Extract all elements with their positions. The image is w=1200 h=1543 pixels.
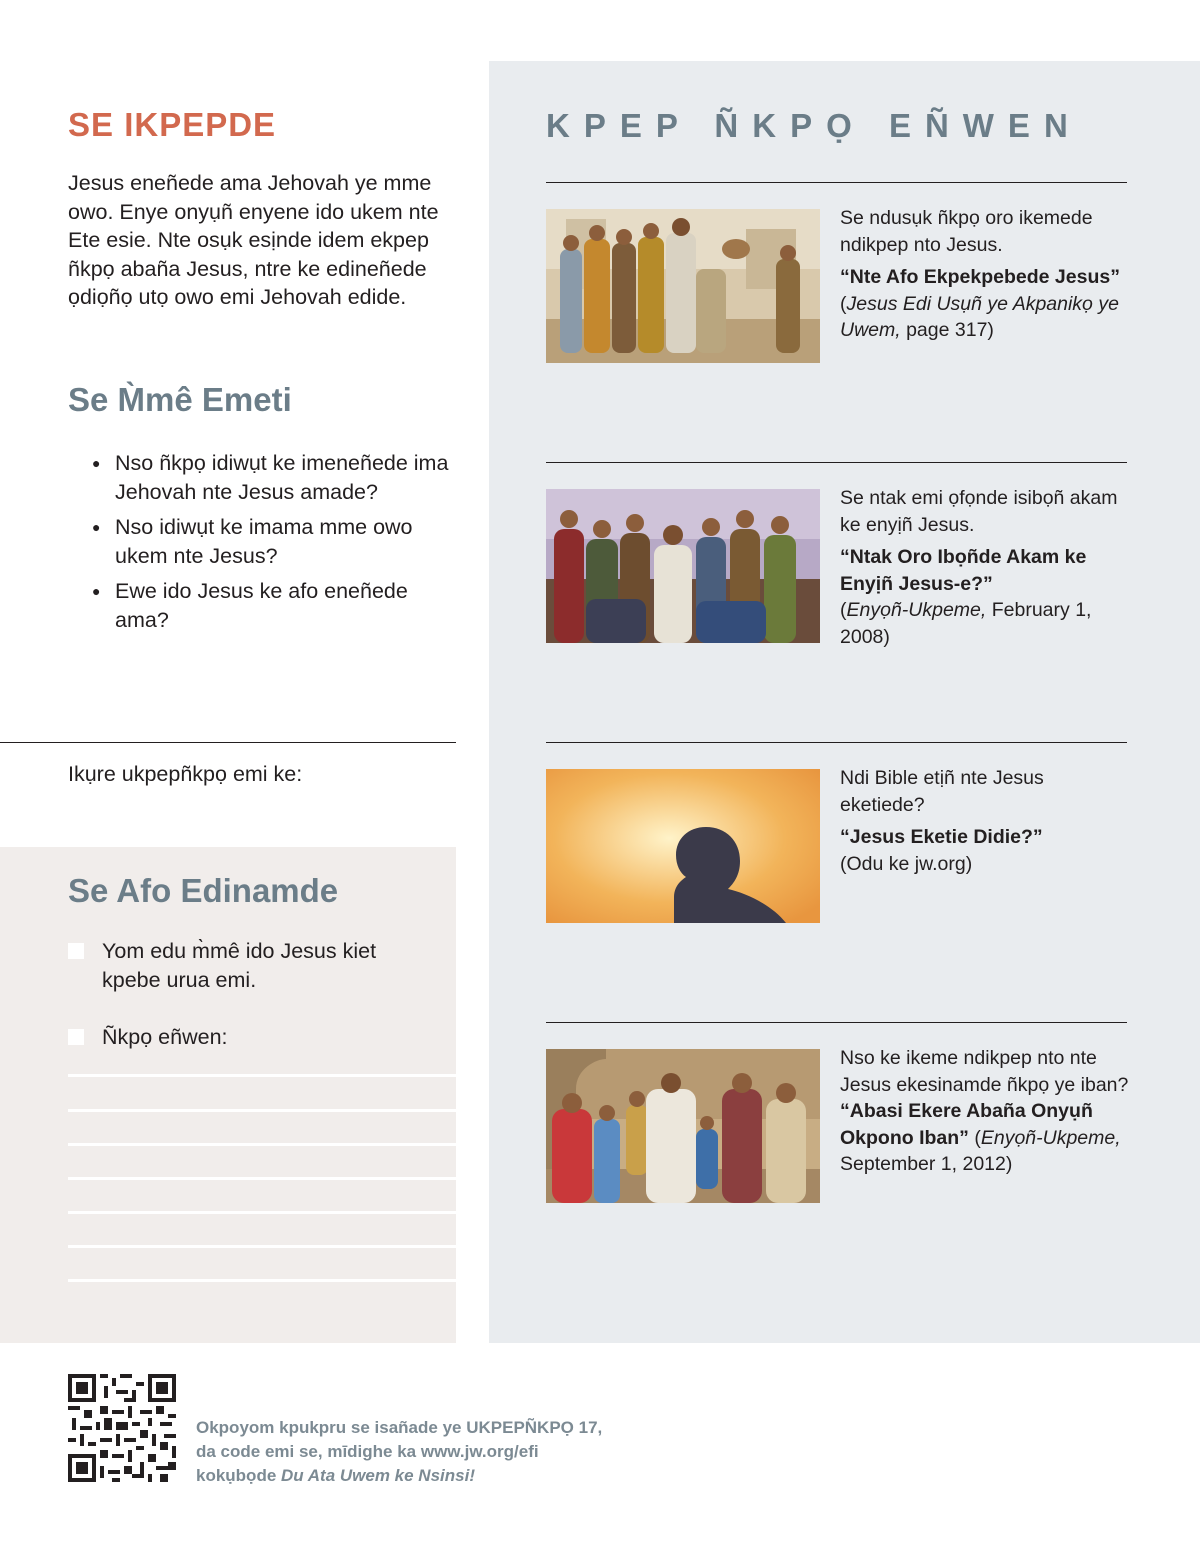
resource-image[interactable] bbox=[546, 769, 820, 923]
review-question: ● Nso idiwụt ke imama mme owo ukem nte Jesus? bbox=[90, 513, 450, 570]
jesus-teaching-disciples-illustration bbox=[546, 489, 820, 643]
resource-title[interactable]: “Ntak Oro Ibọñde Akam ke Enyịñ Jesus-e?” bbox=[840, 546, 1087, 595]
write-in-line[interactable] bbox=[68, 1245, 456, 1248]
qr-code-icon[interactable] bbox=[68, 1374, 176, 1482]
resource-image[interactable] bbox=[546, 489, 820, 643]
write-in-line[interactable] bbox=[68, 1211, 456, 1214]
goal-checkbox[interactable] bbox=[68, 943, 84, 959]
goal-checkbox[interactable] bbox=[68, 1029, 84, 1045]
review-question: ● Nso ñkpọ idiwụt ke imeneñede ima Jehovah nte Jesus amade? bbox=[90, 449, 450, 506]
resource-question: Nso ke ikeme ndikpep nto nte Jesus ekesinamde ñkpọ ye iban? bbox=[840, 1047, 1129, 1096]
resource-source: (Enyọñ-Ukpeme, February 1, 2008) bbox=[840, 599, 1092, 648]
footer-line: kokụbọde Du Ata Uwem ke Nsinsi! bbox=[196, 1466, 475, 1485]
goal-item bbox=[68, 937, 438, 994]
goal-item bbox=[68, 1023, 438, 1052]
resource-title[interactable]: “Jesus Eketie Didie?” bbox=[840, 826, 1043, 848]
resource-text bbox=[840, 205, 1130, 344]
resource-source: (Jesus Edi Usụñ ye Akpanikọ ye Uwem, page 317) bbox=[840, 292, 1119, 341]
divider bbox=[546, 182, 1127, 183]
resource-source: (Odu ke jw.org) bbox=[840, 852, 973, 875]
footer-note bbox=[196, 1416, 636, 1488]
write-in-line[interactable] bbox=[68, 1074, 456, 1077]
jesus-disciples-market-illustration bbox=[546, 209, 820, 363]
more-resources-heading: KPEP ÑKPỌ EÑWEN bbox=[546, 107, 1082, 144]
resource-title[interactable]: “Nte Afo Ekpekpebede Jesus” bbox=[840, 266, 1120, 288]
resource-image[interactable] bbox=[546, 209, 820, 363]
goals-heading: Se Afo Edinamde bbox=[68, 872, 339, 909]
book-title: Du Ata Uwem ke Nsinsi! bbox=[281, 1466, 475, 1485]
divider bbox=[546, 1022, 1127, 1023]
completion-date-label: Ikụre ukpepñkpọ emi ke: bbox=[68, 762, 303, 786]
resource-image[interactable] bbox=[546, 1049, 820, 1203]
resource-question: Se ntak emi ọfọnde isibọñ akam ke enyịñ Jesus. bbox=[840, 487, 1118, 536]
summary-heading: SE IKPEPDE bbox=[68, 106, 277, 143]
resource-text bbox=[840, 1045, 1130, 1178]
divider bbox=[0, 742, 456, 743]
resource-question: Ndi Bible etịñ nte Jesus eketiede? bbox=[840, 767, 1044, 816]
left-column bbox=[0, 0, 456, 1343]
summary-text: Jesus eneñede ama Jehovah ye mme owo. Enye onyụñ enyene ido ukem nte Ete esie. Nte osụk esịnde idem ekpep ñkpọ abaña Jesus, ntre ke edineñede ọdiọñọ utọ owo emi Jehovah edide. bbox=[68, 171, 439, 309]
resource-text bbox=[840, 765, 1130, 877]
review-heading: Se M̀mê Emeti bbox=[68, 381, 292, 418]
review-list bbox=[90, 449, 450, 641]
resource-source: (Enyọñ-Ukpeme, September 1, 2012) bbox=[840, 1126, 1121, 1175]
goal-text: Ñkpọ eñwen: bbox=[102, 1025, 228, 1049]
footer-line: da code emi se, mīdighe ka www.jw.org/efi bbox=[196, 1442, 539, 1461]
divider bbox=[546, 742, 1127, 743]
divider bbox=[546, 462, 1127, 463]
jesus-silhouette-illustration bbox=[546, 769, 820, 923]
write-in-line[interactable] bbox=[68, 1279, 456, 1282]
jesus-with-children-illustration bbox=[546, 1049, 820, 1203]
goal-text: Yom edu m̀mê ido Jesus kiet kpebe urua emi. bbox=[102, 939, 377, 992]
write-in-line[interactable] bbox=[68, 1109, 456, 1112]
goals-box bbox=[0, 847, 456, 1343]
write-in-line[interactable] bbox=[68, 1177, 456, 1180]
resource-title[interactable]: “Abasi Ekere Abaña Onyụñ Okpono Iban” bbox=[840, 1100, 1093, 1149]
write-in-line[interactable] bbox=[68, 1143, 456, 1146]
resource-question: Se ndusụk ñkpọ oro ikemede ndikpep nto Jesus. bbox=[840, 207, 1093, 256]
footer-line: Okpoyom kpukpru se isañade ye UKPEPÑKPỌ 17, bbox=[196, 1418, 603, 1437]
resource-text bbox=[840, 485, 1130, 650]
more-resources-panel bbox=[489, 61, 1200, 1343]
review-question: ● Ewe ido Jesus ke afo eneñede ama? bbox=[90, 577, 450, 634]
